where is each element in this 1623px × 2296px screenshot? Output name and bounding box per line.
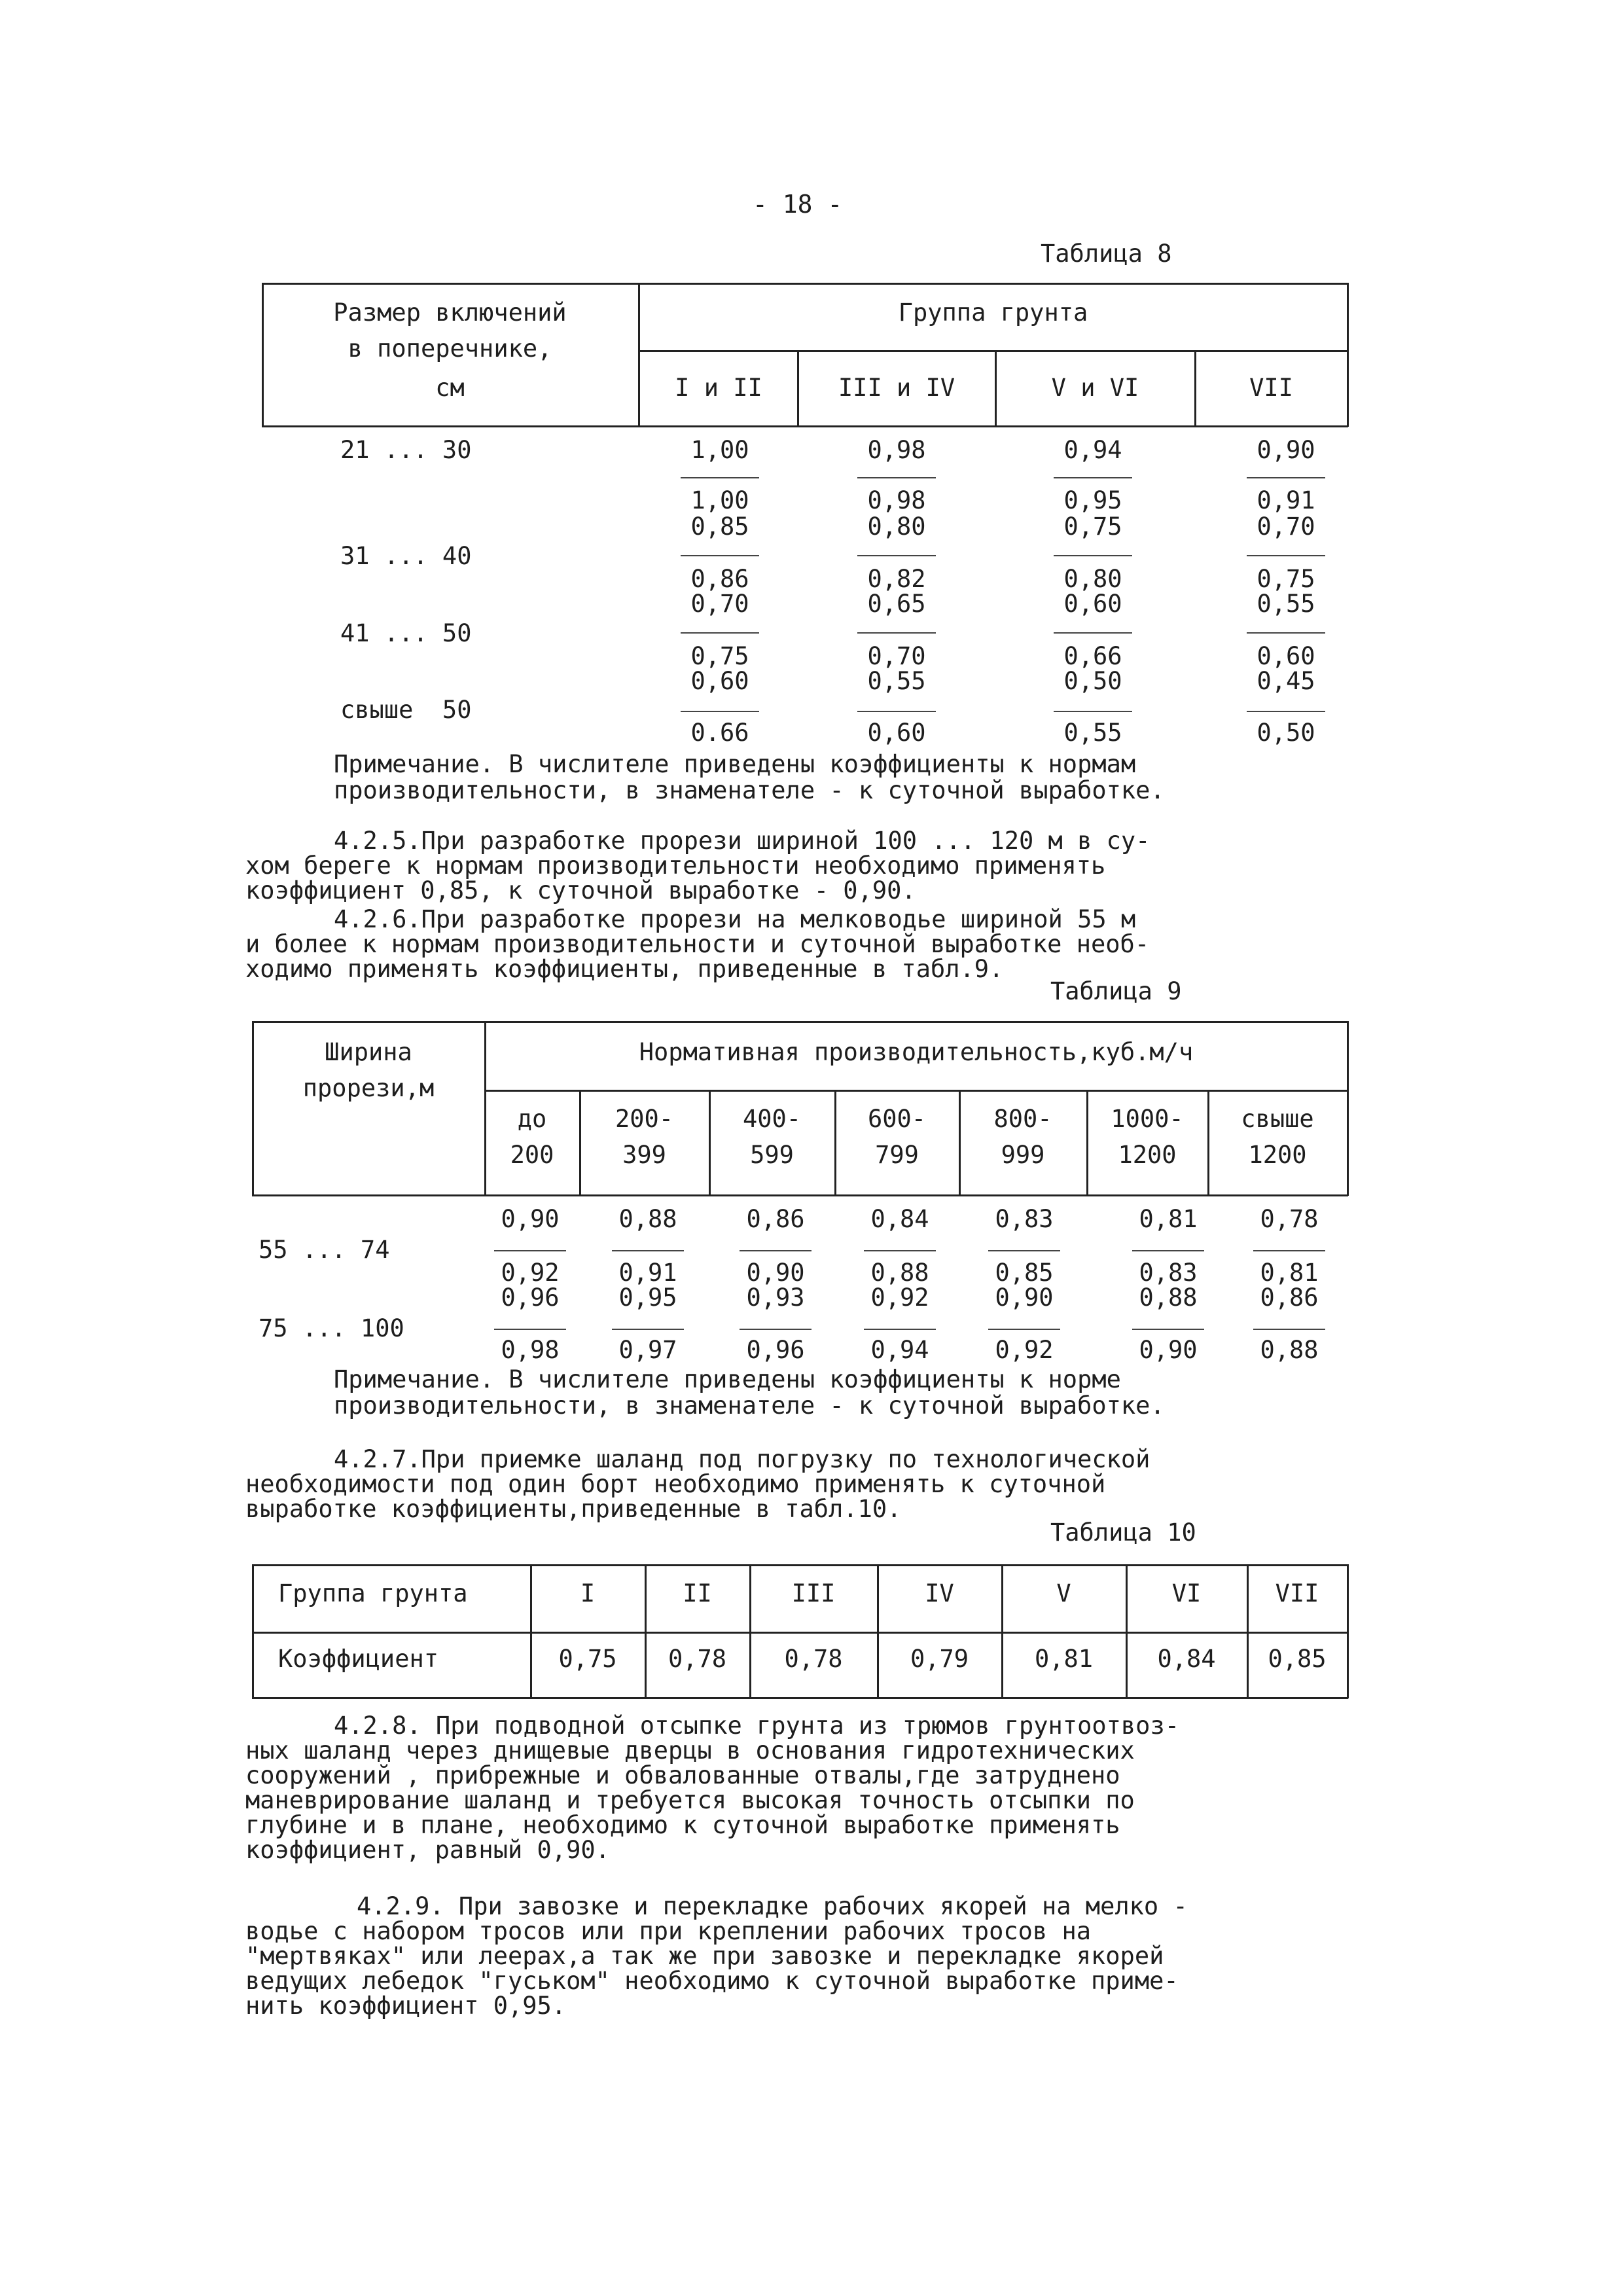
para-427-line1: 4.2.7.При приемке шаланд под погрузку по технологической	[334, 1445, 1150, 1473]
table9-cell: 0,86	[746, 1205, 805, 1233]
table8-cell: 0,45	[1257, 667, 1315, 695]
table8-row-label: 31 ... 40	[340, 542, 472, 570]
table9-cell: 0,94	[870, 1336, 929, 1364]
para-425-line2: хом береге к нормам производительности необходимо применять	[245, 852, 1106, 880]
table9-cell: 0,90	[995, 1283, 1054, 1312]
table9-col-bottom: 399	[622, 1141, 666, 1169]
table8-cell: 0,75	[1063, 512, 1122, 541]
table9-cell: 0,78	[1260, 1205, 1319, 1233]
table8-cell: 0,91	[1257, 486, 1315, 514]
table10-coef: 0,85	[1268, 1645, 1327, 1673]
table9-caption: Таблица 9	[1050, 977, 1182, 1005]
table10-group: V	[1056, 1579, 1071, 1607]
table8-cell: 0,70	[867, 642, 926, 670]
table9-cell: 0,88	[1139, 1283, 1198, 1312]
table8-cell: 0,94	[1063, 436, 1122, 464]
table9-cell: 0,96	[746, 1336, 805, 1364]
table8-cell: 1,00	[690, 486, 749, 514]
para-429-line1: 4.2.9. При завозке и перекладке рабочих якорей на мелко -	[357, 1892, 1188, 1920]
para-428-line2: ных шаланд через днищевые дверцы в основания гидротехнических	[245, 1736, 1135, 1765]
table8-col-3: V и VI	[1051, 374, 1139, 402]
table8-cell: 0,80	[867, 512, 926, 541]
table8-note-line2: производительности, в знаменателе - к суточной выработке.	[334, 776, 1165, 804]
table9-cell: 0,88	[618, 1205, 677, 1233]
para-428-line1: 4.2.8. При подводной отсыпке грунта из трюмов грунтоотвоз-	[334, 1712, 1180, 1740]
table10-coef: 0,78	[784, 1645, 843, 1673]
para-429-line3: "мертвяках" или леерах,а так же при завозке и перекладке якорей	[245, 1942, 1164, 1970]
table10-caption: Таблица 10	[1050, 1518, 1196, 1547]
table10-group: VII	[1275, 1579, 1319, 1607]
table9-cell: 0,95	[618, 1283, 677, 1312]
table8-cell: 0,70	[690, 590, 749, 618]
table9-cell: 0,88	[1260, 1336, 1319, 1364]
table8-row-label: свыше 50	[340, 696, 472, 724]
table9-group-header: Нормативная производительность,куб.м/ч	[639, 1038, 1194, 1066]
para-427-line2: необходимости под один борт необходимо применять к суточной	[245, 1470, 1106, 1498]
table8-cell: 0,55	[867, 667, 926, 695]
table9-col-top: 200-	[615, 1105, 674, 1133]
table10-group: II	[683, 1579, 712, 1607]
para-428-line4: маневрирование шаланд и требуется высокая точность отсыпки по	[245, 1786, 1135, 1814]
page-number: - 18 -	[753, 190, 843, 219]
table8-cell: 0,95	[1063, 486, 1122, 514]
table8-cell: 0,98	[867, 436, 926, 464]
para-429-line5: нить коэффициент 0,95.	[245, 1992, 567, 2020]
table9-col-top: до	[517, 1105, 547, 1133]
table10-coef: 0,75	[558, 1645, 617, 1673]
table10-group: IV	[925, 1579, 954, 1607]
table9-note-line2: производительности, в знаменателе - к суточной выработке.	[334, 1391, 1165, 1420]
table8-cell: 0,75	[690, 642, 749, 670]
table8-head-line3: см	[435, 374, 465, 402]
table8-head-line2: в поперечнике,	[348, 334, 552, 363]
table8-cell: 1,00	[690, 436, 749, 464]
table8-group-header: Группа грунта	[898, 298, 1088, 327]
table9-cell: 0,92	[995, 1336, 1054, 1364]
table9-cell: 0,83	[995, 1205, 1054, 1233]
table10-coef: 0,84	[1157, 1645, 1216, 1673]
table9-cell: 0,91	[618, 1259, 677, 1287]
table8-cell: 0,60	[1257, 642, 1315, 670]
table9-col-top: свыше	[1241, 1105, 1314, 1133]
table9-col-bottom: 1200	[1248, 1141, 1307, 1169]
table8-cell: 0,50	[1063, 667, 1122, 695]
para-428-line3: сооружений , прибрежные и обвалованные отвалы,где затруднено	[245, 1761, 1120, 1789]
table8-note-line1: Примечание. В числителе приведены коэффициенты к нормам	[334, 750, 1136, 778]
para-427-line3: выработке коэффициенты,приведенные в табл.10.	[245, 1495, 902, 1523]
table9-cell: 0,93	[746, 1283, 805, 1312]
table8-cell: 0,98	[867, 486, 926, 514]
table8-cell: 0,86	[690, 565, 749, 593]
table9-col-bottom: 799	[875, 1141, 919, 1169]
table9-cell: 0,81	[1139, 1205, 1198, 1233]
table8-cell: 0,55	[1063, 719, 1122, 747]
table9-col-top: 600-	[867, 1105, 927, 1133]
table9-row-label: 75 ... 100	[259, 1314, 404, 1342]
para-429-line2: водье с набором тросов или при креплении рабочих тросов на	[245, 1917, 1092, 1945]
table9-cell: 0,90	[746, 1259, 805, 1287]
table8-col-4: VII	[1249, 374, 1293, 402]
para-428-line5: глубине и в плане, необходимо к суточной выработке применять	[245, 1811, 1120, 1839]
para-426-line3: ходимо применять коэффициенты, приведенные в табл.9.	[245, 955, 1004, 983]
table10-row1-label: Группа грунта	[278, 1579, 468, 1607]
table10-coef: 0,79	[910, 1645, 969, 1673]
table8-cell: 0,50	[1257, 719, 1315, 747]
table9-cell: 0,92	[870, 1283, 929, 1312]
table9-col-top: 800-	[993, 1105, 1052, 1133]
table8-cell: 0,60	[867, 719, 926, 747]
table9-cell: 0,88	[870, 1259, 929, 1287]
para-425-line1: 4.2.5.При разработке прорези шириной 100 ... 120 м в су-	[334, 827, 1150, 855]
table9-cell: 0,90	[501, 1205, 560, 1233]
table10-group: VI	[1171, 1579, 1202, 1607]
table8-caption: Таблица 8	[1041, 240, 1172, 268]
table9-cell: 0,85	[995, 1259, 1054, 1287]
table9-head-line1: Ширина	[325, 1038, 412, 1066]
table8-col-1: I и II	[675, 374, 762, 402]
table9-col-bottom: 200	[510, 1141, 554, 1169]
table9-note-line1: Примечание. В числителе приведены коэффициенты к норме	[334, 1365, 1121, 1393]
table8-cell: 0,65	[867, 590, 926, 618]
table9-cell: 0,92	[501, 1259, 560, 1287]
table9-col-top: 400-	[742, 1105, 802, 1133]
table9-row-label: 55 ... 74	[259, 1236, 390, 1264]
table8-cell: 0,90	[1257, 436, 1315, 464]
table8-cell: 0,55	[1257, 590, 1315, 618]
table9-col-bottom: 599	[750, 1141, 794, 1169]
table9-cell: 0,86	[1260, 1283, 1319, 1312]
table9-cell: 0,98	[501, 1336, 560, 1364]
table8-col-2: III и IV	[838, 374, 955, 402]
table10-group: III	[791, 1579, 836, 1607]
table8-cell: 0,80	[1063, 565, 1122, 593]
table8-row-label: 41 ... 50	[340, 619, 472, 647]
table9-cell: 0,84	[870, 1205, 929, 1233]
table8-cell: 0.66	[690, 719, 749, 747]
table8-cell: 0,60	[1063, 590, 1122, 618]
table9-cell: 0,90	[1139, 1336, 1198, 1364]
table10-coef: 0,78	[668, 1645, 727, 1673]
table10-coef: 0,81	[1034, 1645, 1094, 1673]
para-429-line4: ведущих лебедок "гуськом" необходимо к суточной выработке приме-	[245, 1967, 1179, 1995]
para-425-line3: коэффициент 0,85, к суточной выработке - 0,90.	[245, 876, 916, 905]
table9-col-bottom: 999	[1001, 1141, 1045, 1169]
table9-cell: 0,81	[1260, 1259, 1319, 1287]
table8-head-line1: Размер включений	[333, 298, 567, 327]
table8-cell: 0,75	[1257, 565, 1315, 593]
para-426-line1: 4.2.6.При разработке прорези на мелководье шириной 55 м	[334, 905, 1136, 933]
table8-row-label: 21 ... 30	[340, 436, 472, 464]
para-426-line2: и более к нормам производительности и суточной выработке необ-	[245, 930, 1150, 958]
table9-cell: 0,96	[501, 1283, 560, 1312]
table9-head-line2: прорези,м	[302, 1074, 435, 1102]
table8-cell: 0,70	[1257, 512, 1315, 541]
table8-cell: 0,66	[1063, 642, 1122, 670]
table8-cell: 0,60	[690, 667, 749, 695]
table8-cell: 0,82	[867, 565, 926, 593]
table9-col-bottom: 1200	[1118, 1141, 1177, 1169]
table9-col-top: 1000-	[1111, 1105, 1184, 1133]
table9-cell: 0,97	[618, 1336, 677, 1364]
table10-group: I	[580, 1579, 596, 1607]
table8-cell: 0,85	[690, 512, 749, 541]
table9-cell: 0,83	[1139, 1259, 1198, 1287]
para-428-line6: коэффициент, равный 0,90.	[245, 1836, 610, 1864]
table10-row2-label: Коэффициент	[278, 1645, 439, 1673]
